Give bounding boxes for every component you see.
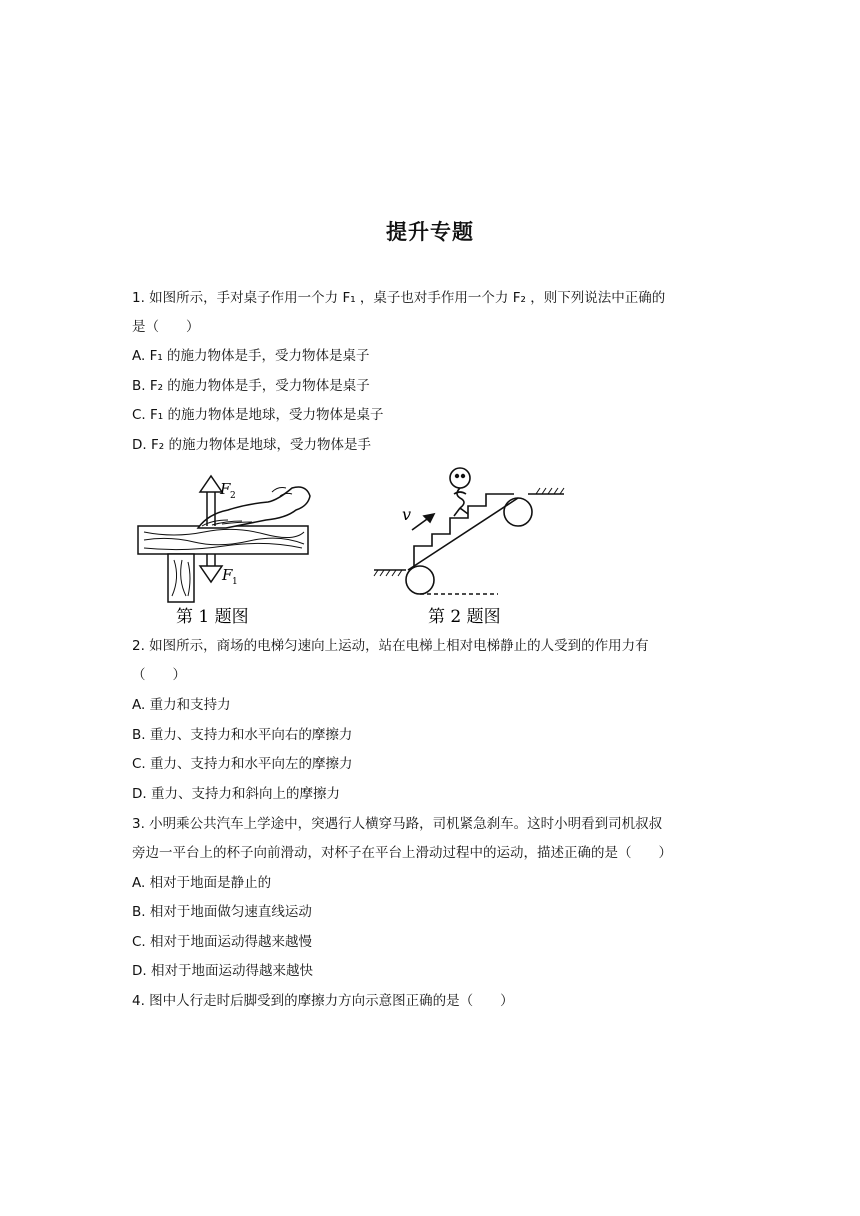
- fig1-f1-label: F: [222, 566, 233, 584]
- page-title: 提升专题: [386, 220, 474, 244]
- q1-option-c: C. F₁ 的施力物体是地球，受力物体是桌子: [132, 407, 384, 423]
- fig2-velocity-label: v: [402, 505, 412, 524]
- q3-stem-line1: 3. 小明乘公共汽车上学途中，突遇行人横穿马路，司机紧急刹车。这时小明看到司机叔叔: [132, 816, 663, 832]
- q1-option-a: A. F₁ 的施力物体是手，受力物体是桌子: [132, 348, 370, 364]
- figure-2: [368, 458, 578, 630]
- fig2-caption: 第 2 题图: [428, 607, 501, 627]
- q1-option-b: B. F₂ 的施力物体是手，受力物体是桌子: [132, 378, 370, 394]
- q2-stem-line1: 2. 如图所示，商场的电梯匀速向上运动，站在电梯上相对电梯静止的人受到的作用力有: [132, 638, 649, 654]
- fig1-f1-subscript: 1: [232, 577, 238, 587]
- fig1-f2-subscript: 2: [230, 491, 236, 501]
- fig1-caption: 第 1 题图: [176, 607, 249, 627]
- q2-option-d: D. 重力、支持力和斜向上的摩擦力: [132, 786, 340, 802]
- q1-stem-line2: 是（ ）: [132, 319, 200, 335]
- q2-stem-line2: （ ）: [132, 667, 186, 683]
- q1-stem-line1: 1. 如图所示，手对桌子作用一个力 F₁ ，桌子也对手作用一个力 F₂ ，则下列说法中正确的: [132, 290, 666, 306]
- q3-option-c: C. 相对于地面运动得越来越慢: [132, 934, 313, 950]
- q4-stem-line1: 4. 图中人行走时后脚受到的摩擦力方向示意图正确的是（ ）: [132, 993, 514, 1009]
- q2-option-c: C. 重力、支持力和水平向左的摩擦力: [132, 756, 353, 772]
- q2-option-b: B. 重力、支持力和水平向右的摩擦力: [132, 727, 353, 743]
- q1-option-d: D. F₂ 的施力物体是地球，受力物体是手: [132, 437, 371, 453]
- q3-option-a: A. 相对于地面是静止的: [132, 875, 272, 891]
- figure-1: [132, 470, 332, 630]
- q3-option-b: B. 相对于地面做匀速直线运动: [132, 904, 312, 920]
- q2-option-a: A. 重力和支持力: [132, 697, 231, 713]
- fig1-f2-label: F: [220, 480, 231, 498]
- q3-stem-line2: 旁边一平台上的杯子向前滑动，对杯子在平台上滑动过程中的运动，描述正确的是（ ）: [132, 845, 672, 861]
- q3-option-d: D. 相对于地面运动得越来越快: [132, 963, 313, 979]
